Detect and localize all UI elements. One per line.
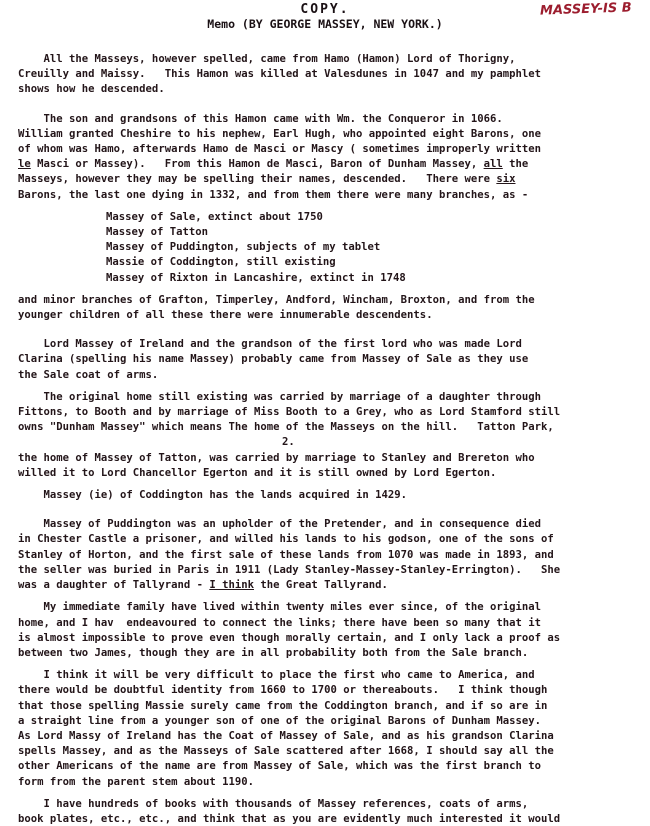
text-line: of whom was Hamo, afterwards Hamo de Masci or Mascy ( sometimes improperly written: [18, 143, 541, 156]
page-number: 2.: [282, 436, 295, 449]
text-line: All the Masseys, however spelled, came from Hamo (Hamon) Lord of Thorigny,: [18, 53, 516, 65]
text-line: The son and grandsons of this Hamon came with Wm. the Conqueror in 1066.: [18, 112, 503, 125]
paragraph-2: [18, 112, 636, 203]
text-line: form from the parent stem about 1190.: [18, 775, 254, 788]
list-item: Massey of Puddington, subjects of my tablet: [106, 241, 381, 254]
text-line: Barons, the last one dying in 1332, and from them there were many branches, as -: [18, 188, 529, 201]
text-line: owns "Dunham Massey" which means The home of the Masseys on the hill. Tatton Park,: [18, 421, 554, 434]
text-line: and minor branches of Grafton, Timperley, Andford, Wincham, Broxton, and from the: [18, 293, 535, 306]
text-line: a straight line from a younger son of one of the original Barons of Dunham Massey.: [18, 714, 541, 727]
text-line: the seller was buried in Paris in 1911 (Lady Stanley-Massey-Stanley-Errington). She: [18, 563, 561, 576]
line-text: the: [502, 158, 529, 171]
text-line: Clarina (spelling his name Massey) probably came from Massey of Sale as they use: [18, 353, 529, 366]
text-line: book plates, etc., etc., and think that as you are evidently much interested it would: [18, 812, 561, 825]
text-line: Fittons, to Booth and by marriage of Miss Booth to a Grey, who as Lord Stamford still: [18, 406, 561, 419]
paragraph-10: [18, 668, 636, 790]
text-line: home, and I hav endeavoured to connect the links; there have been so many that it: [18, 616, 541, 629]
line-text: Masci or Massey). From this Hamon de Masci, Baron of Dunham Massey,: [30, 158, 484, 171]
list-item: Massie of Coddington, still existing: [106, 256, 336, 269]
text-line: William granted Cheshire to his nephew, Earl Hugh, who appointed eight Barons, one: [18, 127, 541, 140]
paragraph-5: [18, 390, 636, 436]
text-line: younger children of all these there were innumerable descendents.: [18, 309, 433, 322]
text-line: in Chester Castle a prisoner, and willed his lands to his godson, one of the sons of: [18, 533, 554, 546]
text-line: Massey (ie) of Coddington has the lands acquired in 1429.: [18, 489, 408, 502]
text-line: the Sale coat of arms.: [18, 368, 159, 381]
paragraph-1: [18, 52, 636, 98]
text-line: As Lord Massy of Ireland has the Coat of Massey of Sale, and as his grandson Clarina: [18, 729, 554, 742]
text-line: spells Massey, and as the Masseys of Sale scattered after 1668, I should say all the: [18, 745, 554, 758]
text-line: shows how he descended.: [18, 83, 165, 96]
text-line: willed it to Lord Chancellor Egerton and it is still owned by Lord Egerton.: [18, 466, 497, 479]
text-line: The original home still existing was carried by marriage of a daughter through: [18, 390, 541, 403]
paragraph-11: [18, 797, 636, 826]
underlined-text: six: [496, 173, 516, 186]
paragraph-7: [18, 488, 636, 503]
paragraph-9: [18, 600, 636, 661]
paragraph-8: [18, 517, 636, 593]
underlined-text: I think: [209, 579, 254, 592]
text-line: between two James, though they are in all probability both from the Sale branch.: [18, 646, 529, 659]
text-line: there would be doubtful identity from 1660 to 1700 or thereabouts. I think though: [18, 684, 548, 697]
text-line: other Americans of the name are from Massey of Sale, which was the first branch to: [18, 760, 541, 773]
text-line: [18, 578, 636, 593]
branch-list: [18, 210, 636, 286]
text-line: that those spelling Massie surely came from the Coddington branch, and if so are in: [18, 699, 548, 712]
list-item: Massey of Rixton in Lancashire, extinct in 1748: [106, 271, 406, 284]
text-line: the home of Massey of Tatton, was carried by marriage to Stanley and Brereton who: [18, 451, 535, 464]
text-line: Stanley of Horton, and the first sale of these lands from 1070 was made in 1893, and: [18, 548, 554, 561]
text-line: I think it will be very difficult to place the first who came to America, and: [18, 669, 535, 682]
underlined-text: le: [18, 158, 31, 171]
handwritten-annotation: MASSEY-IS B: [540, 0, 633, 19]
line-text: Masseys, however they may be spelling their names, descended. There were: [18, 173, 497, 186]
underlined-text: all: [483, 158, 503, 171]
paragraph-3: [18, 293, 636, 323]
text-line: I have hundreds of books with thousands of Massey references, coats of arms,: [18, 797, 529, 810]
list-item: Massey of Sale, extinct about 1750: [106, 210, 323, 223]
text-line: My immediate family have lived within twenty miles ever since, of the original: [18, 601, 541, 614]
line-text: the Great Tallyrand.: [254, 579, 388, 592]
text-line: [18, 157, 636, 172]
line-text: was a daughter of Tallyrand -: [18, 579, 210, 592]
text-line: is almost impossible to prove even though morally certain, and I only lack a proof as: [18, 631, 561, 644]
text-line: Lord Massey of Ireland and the grandson of the first lord who was made Lord: [18, 338, 522, 351]
paragraph-4: [18, 337, 636, 383]
document-title: COPY.: [300, 2, 350, 17]
text-line: Creuilly and Maissy. This Hamon was killed at Valesdunes in 1047 and my pamphlet: [18, 68, 541, 81]
paragraph-6: [18, 451, 636, 481]
memo-body: [18, 52, 636, 826]
memo-subtitle: Memo (BY GEORGE MASSEY, NEW YORK.): [207, 17, 443, 31]
list-item: Massey of Tatton: [106, 226, 209, 239]
text-line: [18, 172, 636, 187]
text-line: Massey of Puddington was an upholder of the Pretender, and in consequence died: [18, 518, 541, 531]
